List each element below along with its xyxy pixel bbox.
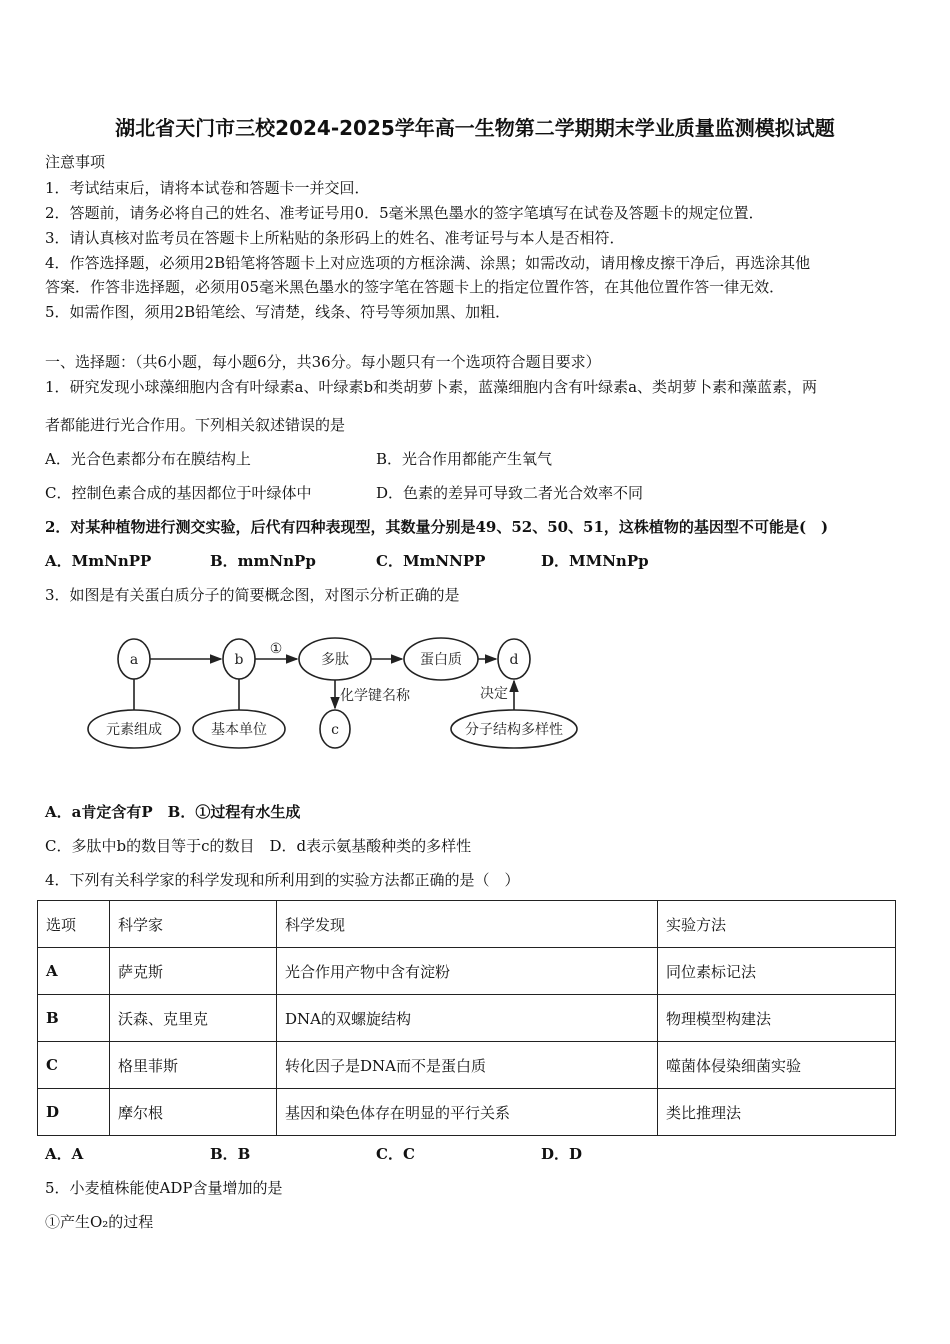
node-polypeptide: 多肽 bbox=[321, 652, 349, 668]
table-cell: 物理模型构建法 bbox=[658, 995, 896, 1042]
q2-option-c: C．MmNNPP bbox=[376, 552, 486, 570]
node-a: a bbox=[129, 652, 139, 668]
q1-option-c: C．控制色素合成的基因都位于叶绿体中 bbox=[45, 484, 312, 502]
table-cell: D bbox=[38, 1089, 110, 1136]
table-cell: 光合作用产物中含有淀粉 bbox=[277, 948, 658, 995]
table-row bbox=[38, 1089, 896, 1136]
q4-table bbox=[37, 900, 896, 1136]
node-d: d bbox=[509, 652, 519, 668]
node-unit: 基本单位 bbox=[211, 722, 267, 738]
table-cell: DNA的双螺旋结构 bbox=[277, 995, 658, 1042]
table-header: 选项 bbox=[38, 901, 110, 948]
table-cell: 基因和染色体存在明显的平行关系 bbox=[277, 1089, 658, 1136]
node-diversity: 分子结构多样性 bbox=[465, 722, 563, 738]
q1-stem: 者都能进行光合作用。下列相关叙述错误的是 bbox=[45, 416, 346, 434]
q2-option-d: D．MMNnPp bbox=[541, 552, 649, 570]
table-header: 实验方法 bbox=[658, 901, 896, 948]
table-cell: 萨克斯 bbox=[110, 948, 277, 995]
table-row bbox=[38, 1042, 896, 1089]
notice-item: 答案．作答非选择题，必须用05毫米黑色墨水的签字笔在答题卡上的指定位置作答，在其他位置作答一律无效． bbox=[45, 278, 785, 296]
notice-item: 2．答题前，请务必将自己的姓名、准考证号用0．5毫米黑色墨水的签字笔填写在试卷及答题卡的规定位置． bbox=[45, 204, 764, 222]
q4-option-a: A．A bbox=[45, 1145, 84, 1163]
q4-option-c: C．C bbox=[376, 1145, 415, 1163]
bond-label: 化学键名称 bbox=[340, 688, 410, 704]
notice-item: 5．如需作图，须用2B铅笔绘、写清楚，线条、符号等须加黑、加粗． bbox=[45, 303, 511, 321]
table-cell: C bbox=[38, 1042, 110, 1089]
table-cell: 噬菌体侵染细菌实验 bbox=[658, 1042, 896, 1089]
notice-item: 3．请认真核对监考员在答题卡上所粘贴的条形码上的姓名、准考证号与本人是否相符． bbox=[45, 229, 625, 247]
q3-stem: 3．如图是有关蛋白质分子的简要概念图，对图示分析正确的是 bbox=[45, 586, 460, 604]
table-cell: 摩尔根 bbox=[110, 1089, 277, 1136]
q4-stem: 4．下列有关科学家的科学发现和所利用到的实验方法都正确的是（ ） bbox=[45, 871, 520, 889]
table-header: 科学发现 bbox=[277, 901, 658, 948]
table-cell: 同位素标记法 bbox=[658, 948, 896, 995]
q1-stem: 1．研究发现小球藻细胞内含有叶绿素a、叶绿素b和类胡萝卜素，蓝藻细胞内含有叶绿素a、类胡萝卜素和藻蓝素，两 bbox=[45, 378, 818, 396]
table-cell: B bbox=[38, 995, 110, 1042]
table-row bbox=[38, 995, 896, 1042]
section-heading: 一、选择题：（共6小题，每小题6分，共36分。每小题只有一个选项符合题目要求） bbox=[45, 353, 601, 371]
table-cell: 类比推理法 bbox=[658, 1089, 896, 1136]
table-header-row bbox=[38, 901, 896, 948]
node-protein: 蛋白质 bbox=[420, 652, 462, 668]
protein-concept-diagram bbox=[80, 620, 600, 760]
notice-item: 4．作答选择题，必须用2B铅笔将答题卡上对应选项的方框涂满、涂黑；如需改动，请用橡皮擦干净后，再选涂其他 bbox=[45, 254, 811, 272]
notice-item: 1．考试结束后，请将本试卷和答题卡一并交回． bbox=[45, 179, 370, 197]
q5-stem: 5．小麦植株能使ADP含量增加的是 bbox=[45, 1179, 283, 1197]
step-label: ① bbox=[269, 641, 283, 657]
q1-option-b: B．光合作用都能产生氧气 bbox=[376, 450, 553, 468]
table-cell: 转化因子是DNA而不是蛋白质 bbox=[277, 1042, 658, 1089]
q1-option-d: D．色素的差异可导致二者光合效率不同 bbox=[376, 484, 644, 502]
node-elements: 元素组成 bbox=[106, 722, 162, 738]
q2-stem: 2．对某种植物进行测交实验，后代有四种表现型，其数量分别是49、52、50、51，这株植物的基因型不可能是( ) bbox=[45, 518, 829, 536]
q1-option-a: A．光合色素都分布在膜结构上 bbox=[45, 450, 251, 468]
q4-option-b: B．B bbox=[210, 1145, 251, 1163]
q4-option-d: D．D bbox=[541, 1145, 583, 1163]
q3-options-ab: A．a肯定含有P B．①过程有水生成 bbox=[45, 803, 301, 821]
table-cell: A bbox=[38, 948, 110, 995]
q5-item: ①产生O₂的过程 bbox=[45, 1213, 154, 1231]
q3-options-cd: C．多肽中b的数目等于c的数目 D．d表示氨基酸种类的多样性 bbox=[45, 837, 472, 855]
node-c: c bbox=[331, 722, 339, 738]
node-b: b bbox=[234, 652, 244, 668]
decide-label: 决定 bbox=[480, 686, 508, 702]
q2-option-b: B．mmNnPp bbox=[210, 552, 316, 570]
notice-heading: 注意事项 bbox=[45, 153, 106, 171]
q2-option-a: A．MmNnPP bbox=[45, 552, 152, 570]
page-title: 湖北省天门市三校2024-2025学年高一生物第二学期期末学业质量监测模拟试题 bbox=[115, 116, 835, 140]
table-header: 科学家 bbox=[110, 901, 277, 948]
table-cell: 格里菲斯 bbox=[110, 1042, 277, 1089]
table-row bbox=[38, 948, 896, 995]
table-cell: 沃森、克里克 bbox=[110, 995, 277, 1042]
